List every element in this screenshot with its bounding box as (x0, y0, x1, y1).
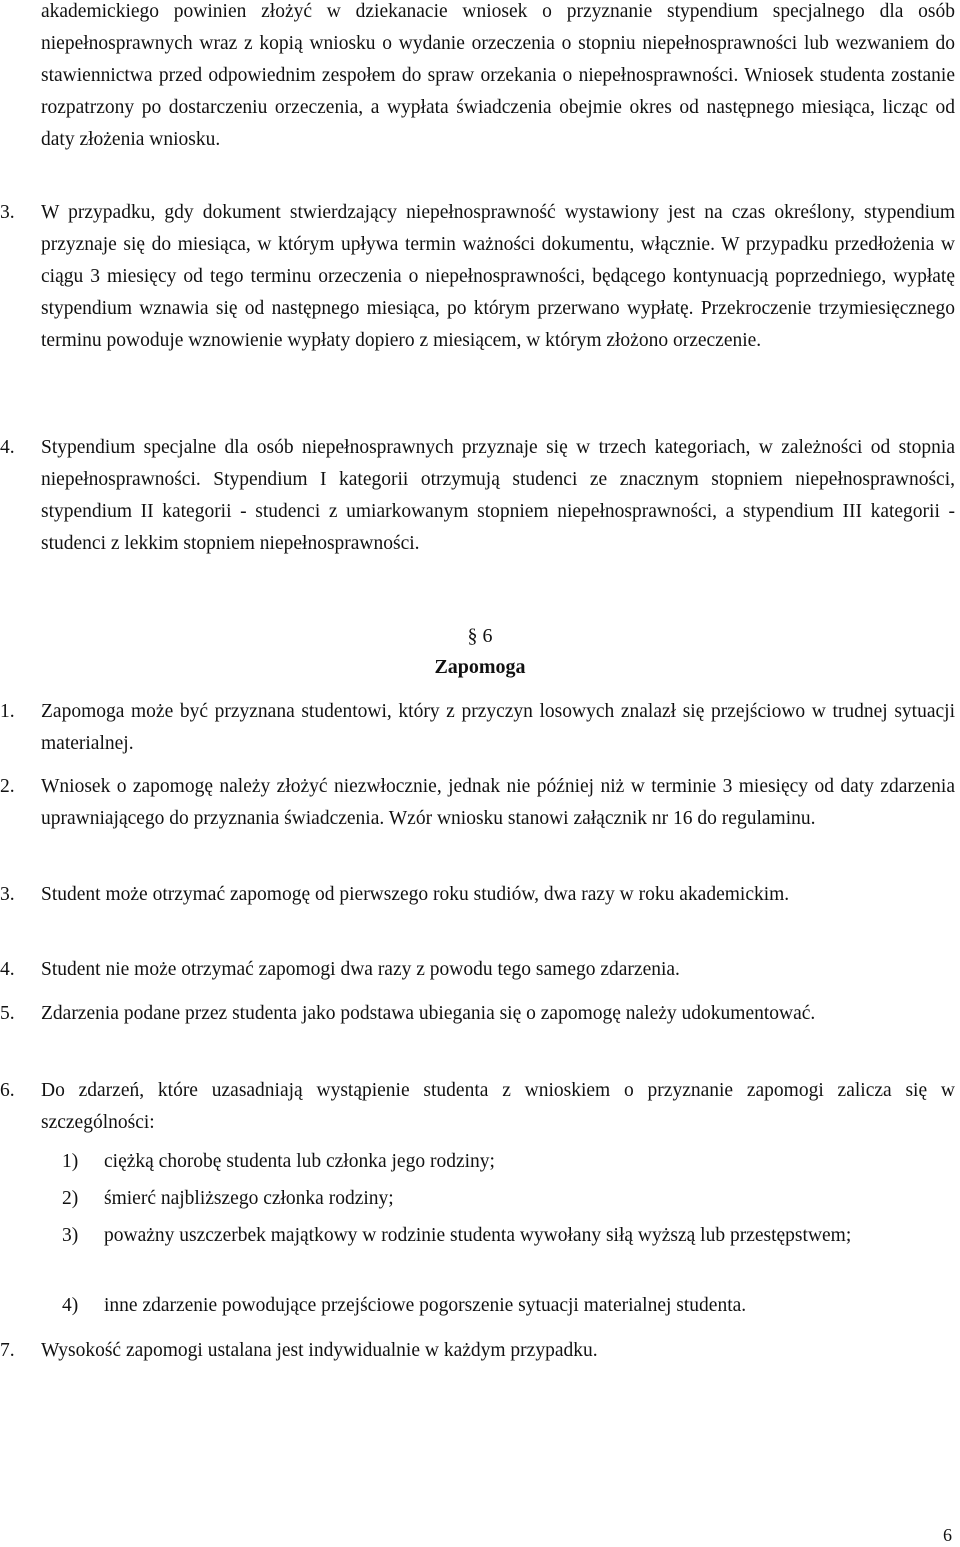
list-item-text: W przypadku, gdy dokument stwierdzający niepełnosprawność wystawiony jest na czas określony, stypendium przyznaje się do miesiąca, w którym upływa termin ważności dokumentu, włącznie. W przypadku przedłożenia w ciągu 3 miesięcy od tego terminu orzeczenia o niepełnosprawności, będącego kontynuacją poprzedniego, wypłatę stypendium wznawia się od następnego miesiąca, po którym przerwano wypłatę. Przekroczenie trzymiesięcznego terminu powoduje wznowienie wypłaty dopiero z miesiącem, w którym złożono orzeczenie. (41, 202, 955, 351)
sub-list-item (62, 1290, 955, 1322)
list-item-text: Wniosek o zapomogę należy złożyć niezwłocznie, jednak nie później niż w terminie 3 miesięcy od daty zdarzenia uprawniającego do przyznania świadczenia. Wzór wniosku stanowi załącznik nr 16 do regulaminu. (41, 776, 955, 829)
list-item-number: 2. (0, 776, 15, 797)
list-item-text: Stypendium specjalne dla osób niepełnosprawnych przyznaje się w trzech kategoriach, w zależności od stopnia niepełnosprawności. Stypendium I kategorii otrzymują studenci ze znacznym stopniem niepełnosprawności, stypendium II kategorii - studenci z umiarkowanym stopniem niepełnosprawności, a stypendium III kategorii - studenci z lekkim stopniem niepełnosprawności. (41, 437, 955, 554)
list-item-number: 6. (0, 1080, 15, 1101)
list-item-number: 7. (0, 1340, 15, 1361)
list-item-number: 4. (0, 437, 15, 458)
list-item (0, 197, 955, 357)
list-item (0, 954, 955, 986)
sub-list-item-text: śmierć najbliższego członka rodziny; (104, 1188, 394, 1209)
sub-list-item (62, 1220, 955, 1252)
list-item (0, 1335, 955, 1367)
sub-list-item-text: ciężką chorobę studenta lub członka jego rodziny; (104, 1151, 495, 1172)
sub-list-item-number: 4) (62, 1295, 79, 1316)
list-item (0, 998, 955, 1030)
list-item (0, 879, 955, 911)
sub-list-item-number: 3) (62, 1225, 79, 1246)
list-item-text: Zdarzenia podane przez studenta jako podstawa ubiegania się o zapomogę należy udokumentować. (41, 1003, 816, 1024)
sub-list-item (62, 1146, 955, 1178)
section-sign: § 6 (467, 625, 493, 647)
sub-list-item-number: 2) (62, 1188, 79, 1209)
list-item-number: 4. (0, 959, 15, 980)
sub-list-item-text: inne zdarzenie powodujące przejściowe pogorszenie sytuacji materialnej studenta. (104, 1295, 747, 1316)
list-item-number: 1. (0, 701, 15, 722)
list-item-text: Do zdarzeń, które uzasadniają wystąpienie studenta z wnioskiem o przyznanie zapomogi zalicza się w szczególności: (41, 1080, 955, 1133)
sub-list-item-text: poważny uszczerbek majątkowy w rodzinie studenta wywołany siłą wyższą lub przestępstwem; (104, 1225, 852, 1246)
list-item-number: 5. (0, 1003, 15, 1024)
list-item-text: Wysokość zapomogi ustalana jest indywidualnie w każdym przypadku. (41, 1340, 598, 1361)
list-item (0, 1075, 955, 1139)
list-item (0, 696, 955, 760)
page-number: 6 (943, 1525, 952, 1545)
list-item (0, 432, 955, 560)
continuation-paragraph: akademickiego powinien złożyć w dziekanacie wniosek o przyznanie stypendium specjalnego dla osób niepełnosprawnych wraz z kopią wniosku o wydanie orzeczenia o stopniu niepełnosprawności lub wezwaniem do stawiennictwa przed odpowiednim zespołem do spraw orzekania o niepełnosprawności. Wniosek studenta zostanie rozpatrzony po dostarczeniu orzeczenia, a wypłata świadczenia obejmie okres od następnego miesiąca, licząc od daty złożenia wniosku. (41, 1, 955, 150)
list-item-text: Zapomoga może być przyznana studentowi, który z przyczyn losowych znalazł się przejściowo w trudnej sytuacji materialnej. (41, 701, 955, 754)
list-item-text: Student może otrzymać zapomogę od pierwszego roku studiów, dwa razy w roku akademickim. (41, 884, 790, 905)
list-item-number: 3. (0, 202, 15, 223)
list-item (0, 771, 955, 835)
section-title: Zapomoga (434, 656, 526, 678)
sub-list-item-number: 1) (62, 1151, 79, 1172)
list-item-text: Student nie może otrzymać zapomogi dwa razy z powodu tego samego zdarzenia. (41, 959, 680, 980)
list-item-number: 3. (0, 884, 15, 905)
sub-list-item (62, 1183, 955, 1215)
